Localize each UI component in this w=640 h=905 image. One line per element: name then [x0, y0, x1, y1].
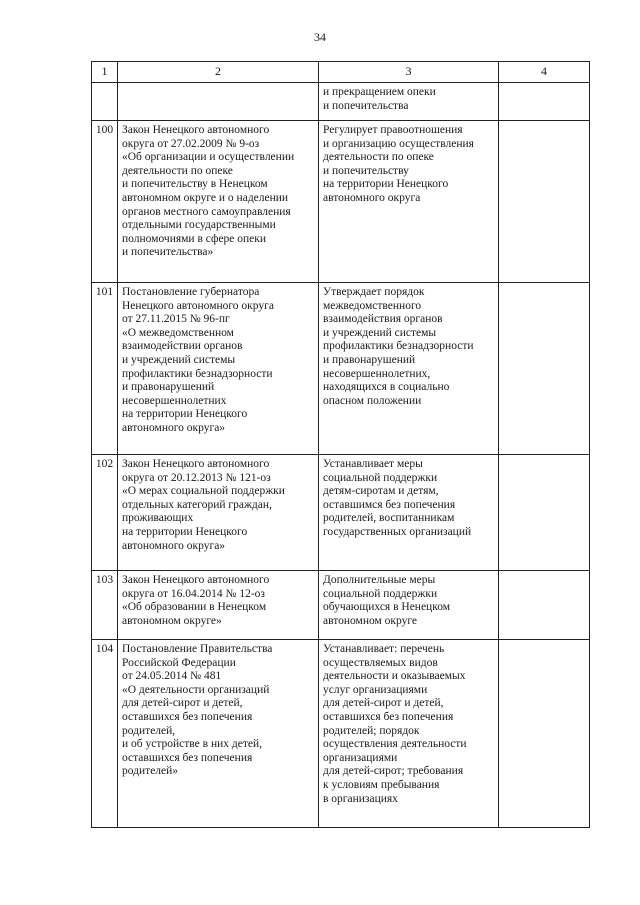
- description-cell: Дополнительные меры социальной поддержки обучающихся в Ненецком автономном округе: [319, 571, 499, 640]
- document-cell: Постановление губернатора Ненецкого автономного округа от 27.11.2015 № 96-пг «О межведомственном взаимодействии органов и учреждений системы профилактики безнадзорности и правонарушений несовершеннолетних на территории Ненецкого автономного округа»: [118, 283, 319, 455]
- table-row: [92, 283, 590, 455]
- note-cell: [499, 571, 590, 640]
- document-cell: Закон Ненецкого автономного округа от 20.12.2013 № 121-оз «О мерах социальной поддержки отдельных категорий граждан, проживающих на территории Ненецкого автономного округа»: [118, 455, 319, 571]
- header-col-3: 3: [319, 62, 499, 83]
- description-cell: Устанавливает: перечень осуществляемых видов деятельности и оказываемых услуг организациями для детей-сирот и детей, оставшихся без попечения родителей; порядок осуществления деятельности организациями для детей-сирот; требования к условиям пребывания в организациях: [319, 640, 499, 828]
- note-cell: [499, 640, 590, 828]
- note-cell: [499, 121, 590, 283]
- note-cell: [499, 455, 590, 571]
- table-row: [92, 121, 590, 283]
- description-cell: и прекращением опеки и попечительства: [319, 83, 499, 121]
- note-cell: [499, 283, 590, 455]
- document-cell: [118, 83, 319, 121]
- table-row: [92, 455, 590, 571]
- row-number: 101: [92, 283, 118, 455]
- row-number: 103: [92, 571, 118, 640]
- header-col-1: 1: [92, 62, 118, 83]
- document-cell: Закон Ненецкого автономного округа от 16.04.2014 № 12-оз «Об образовании в Ненецком автономном округе»: [118, 571, 319, 640]
- page-number: 34: [314, 30, 326, 44]
- header-col-4: 4: [499, 62, 590, 83]
- note-cell: [499, 83, 590, 121]
- row-number: 100: [92, 121, 118, 283]
- row-number: 102: [92, 455, 118, 571]
- document-cell: Закон Ненецкого автономного округа от 27.02.2009 № 9-оз «Об организации и осуществлении деятельности по опеке и попечительству в Ненецком автономном округе и о наделении органов местного самоуправления отдельными государственными полномочиями в сфере опеки и попечительства»: [118, 121, 319, 283]
- description-cell: Регулирует правоотношения и организацию осуществления деятельности по опеке и попечительству на территории Ненецкого автономного округа: [319, 121, 499, 283]
- table-row: [92, 571, 590, 640]
- table-row: [92, 640, 590, 828]
- table-header-row: [92, 62, 590, 83]
- row-number: 104: [92, 640, 118, 828]
- row-number: [92, 83, 118, 121]
- header-col-2: 2: [118, 62, 319, 83]
- description-cell: Утверждает порядок межведомственного взаимодействия органов и учреждений системы профилактики безнадзорности и правонарушений несовершеннолетних, находящихся в социально опасном положении: [319, 283, 499, 455]
- legal-acts-table: [91, 61, 590, 828]
- document-cell: Постановление Правительства Российской Федерации от 24.05.2014 № 481 «О деятельности организаций для детей-сирот и детей, оставшихся без попечения родителей, и об устройстве в них детей, оставшихся без попечения родителей»: [118, 640, 319, 828]
- table-row: [92, 83, 590, 121]
- description-cell: Устанавливает меры социальной поддержки детям-сиротам и детям, оставшимся без попечения родителей, воспитанникам государственных организаций: [319, 455, 499, 571]
